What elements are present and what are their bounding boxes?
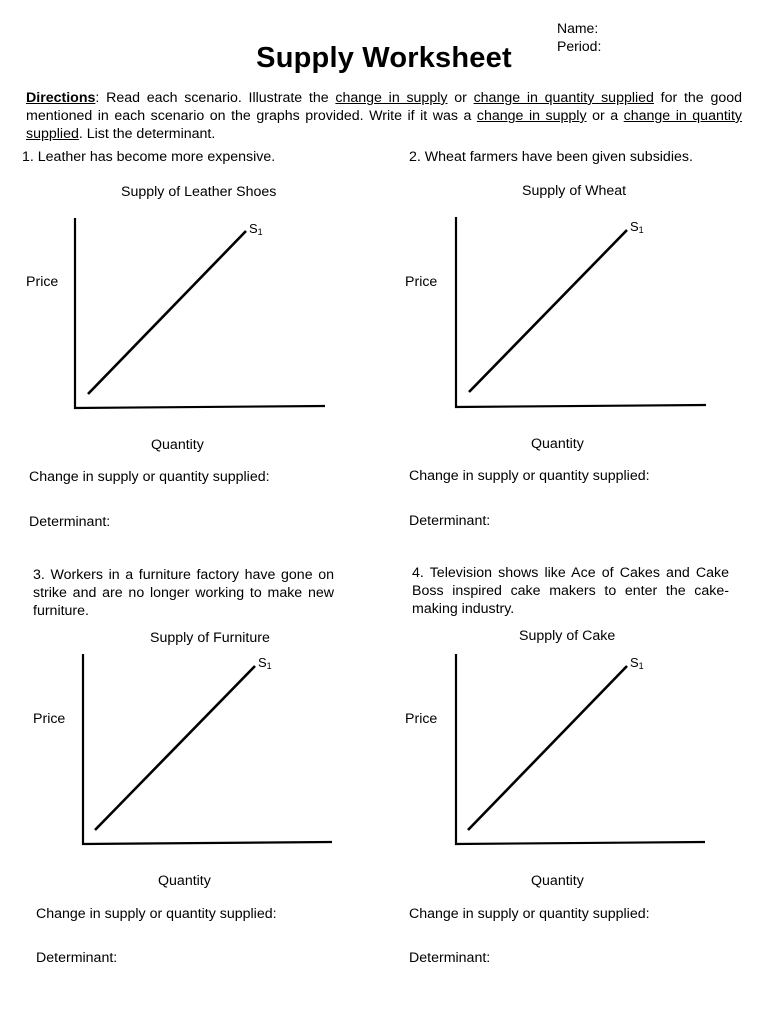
period-label: Period:: [557, 38, 602, 54]
answer-4-determinant-label: Determinant:: [409, 950, 491, 966]
graph-4-title: Supply of Cake: [519, 628, 616, 644]
graph-4-x-axis: [455, 842, 705, 844]
directions-term-1: change in supply: [335, 90, 448, 106]
answer-1-determinant-label: Determinant:: [29, 514, 111, 530]
scenario-2-text: 2. Wheat farmers have been given subsidies.: [409, 149, 693, 165]
graph-2-title: Supply of Wheat: [522, 183, 627, 199]
directions-text-4: or a: [586, 108, 624, 124]
directions-term-4: change in quantity supplied: [26, 108, 742, 142]
graph-1-curve-label: S1: [249, 221, 263, 237]
graph-3-title: Supply of Furniture: [150, 630, 270, 646]
graph-4-y-label: Price: [405, 711, 438, 727]
answer-3-change-label: Change in supply or quantity supplied:: [36, 906, 277, 922]
scenario-3-text: 3. Workers in a furniture factory have gone on strike and are no longer working to make new furniture.: [33, 567, 334, 619]
graph-1-title: Supply of Leather Shoes: [121, 184, 277, 200]
graph-3-x-label: Quantity: [158, 873, 211, 889]
directions-text-2: or: [447, 90, 474, 106]
graph-2-y-label: Price: [405, 274, 438, 290]
graph-2-curve-label: S1: [630, 219, 644, 235]
directions-term-3: change in supply: [476, 108, 587, 124]
answer-2-determinant-label: Determinant:: [409, 513, 491, 529]
answer-4-change-label: Change in supply or quantity supplied:: [409, 906, 650, 922]
name-label: Name:: [557, 20, 599, 36]
graph-3-curve-label: S1: [258, 655, 272, 671]
scenario-1-text: 1. Leather has become more expensive.: [22, 149, 276, 165]
graph-1-y-label: Price: [26, 274, 59, 290]
directions-text-3: for the good mentioned in each scenario on the graphs provided. Write if it was a: [26, 90, 743, 124]
answer-1-change-label: Change in supply or quantity supplied:: [29, 469, 270, 485]
graph-3-y-label: Price: [33, 711, 66, 727]
answer-2-change-label: Change in supply or quantity supplied:: [409, 468, 650, 484]
graph-4-supply-curve: [468, 666, 627, 830]
page-title: Supply Worksheet: [256, 42, 512, 74]
directions-text-1: : Read each scenario. Illustrate the: [95, 90, 336, 106]
graph-2-x-label: Quantity: [531, 436, 584, 452]
graph-1-x-label: Quantity: [151, 437, 204, 453]
directions-lead: Directions: [26, 90, 96, 106]
directions-text-5: . List the determinant.: [78, 126, 216, 142]
answer-3-determinant-label: Determinant:: [36, 950, 118, 966]
graph-4-x-label: Quantity: [531, 873, 584, 889]
scenario-4-text: 4. Television shows like Ace of Cakes and Cake Boss inspired cake makers to enter the cake-making industry.: [412, 565, 729, 617]
directions-term-2: change in quantity supplied: [473, 90, 654, 106]
graph-4-curve-label: S1: [630, 655, 644, 671]
